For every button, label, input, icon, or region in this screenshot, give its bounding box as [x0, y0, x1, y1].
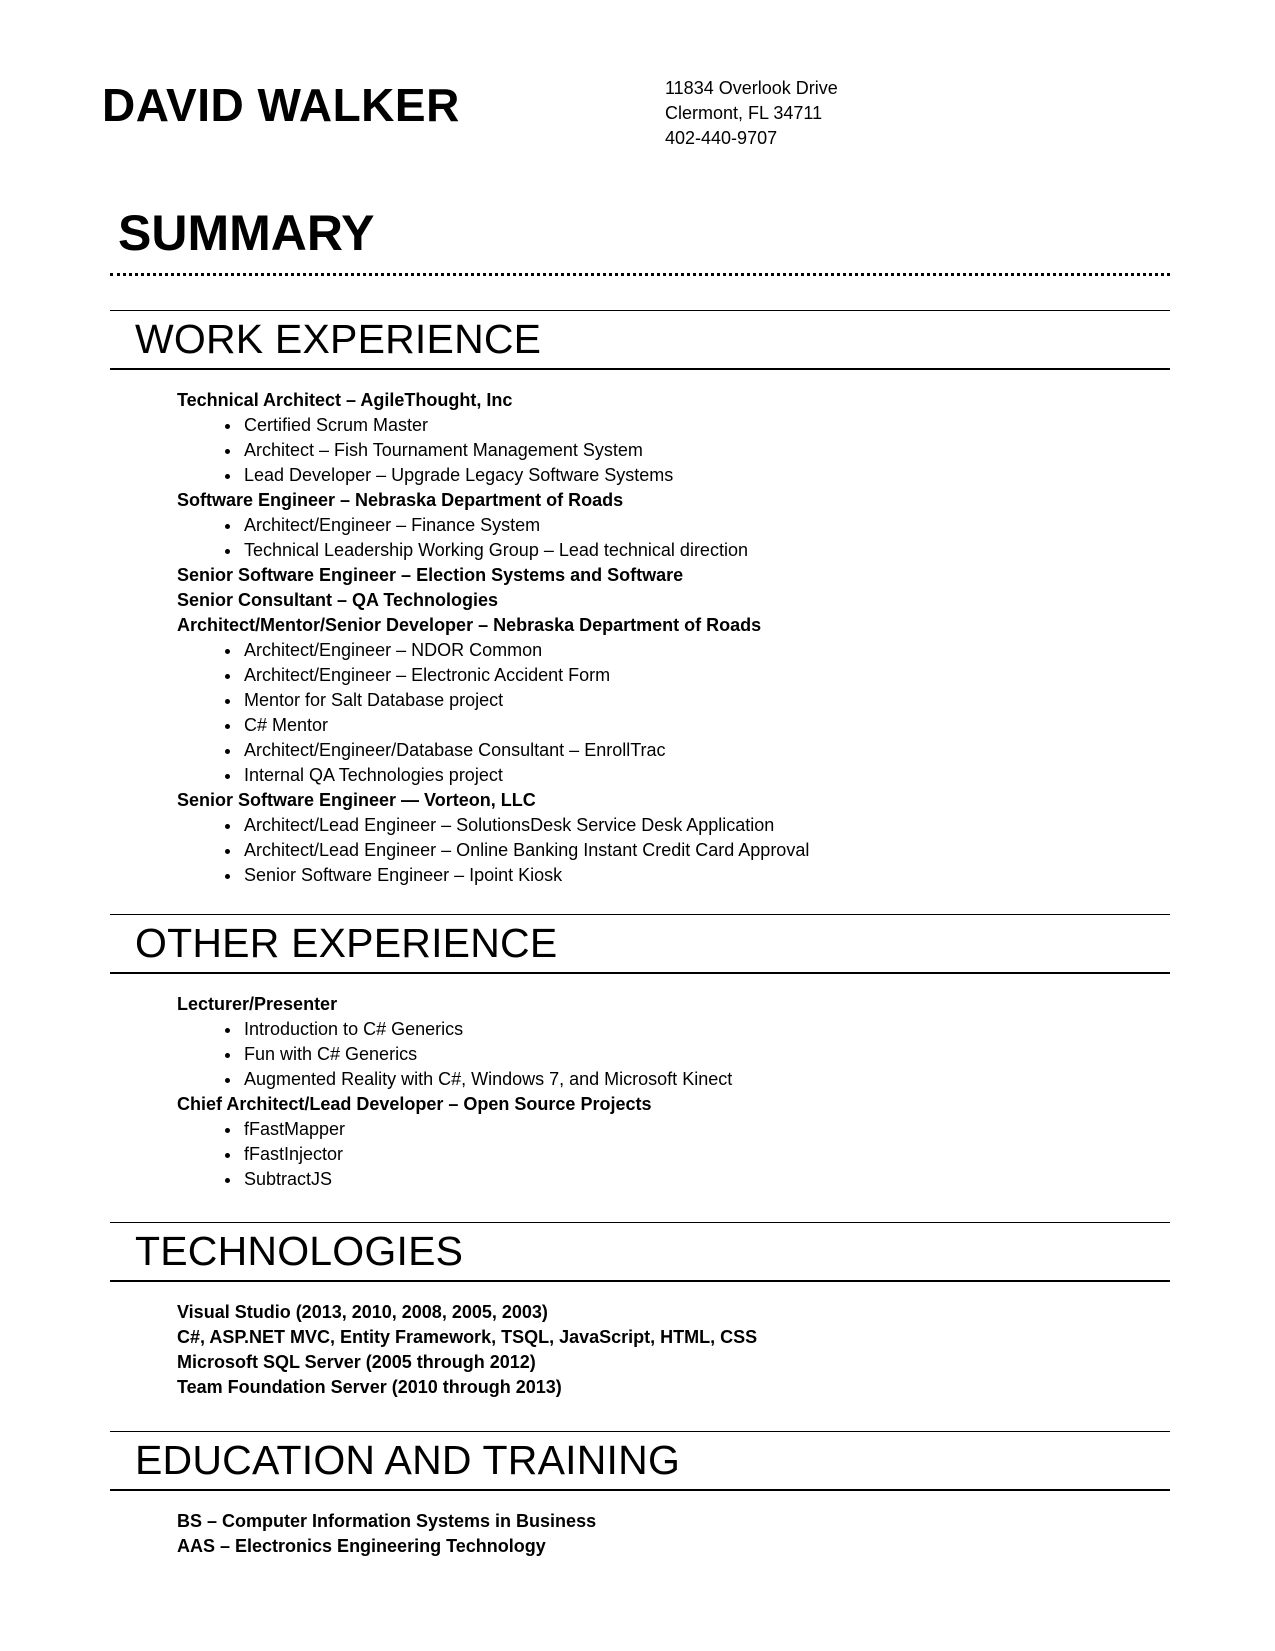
entry-title: Visual Studio (2013, 2010, 2008, 2005, 2003) — [177, 1302, 548, 1322]
bullet-item: Architect/Engineer – Electronic Accident Form — [244, 663, 1170, 688]
bullet-item: Senior Software Engineer – Ipoint Kiosk — [244, 863, 1170, 888]
bullet-list — [177, 638, 1170, 788]
bullet-item: Certified Scrum Master — [244, 413, 1170, 438]
work-experience-section — [110, 310, 1170, 888]
entry-list — [110, 1282, 1170, 1400]
entry-title: BS – Computer Information Systems in Business — [177, 1511, 597, 1531]
bullet-item: Architect/Engineer – NDOR Common — [244, 638, 1170, 663]
section-header — [110, 1431, 1170, 1491]
entry-list — [110, 974, 1170, 1192]
bullet-item: Augmented Reality with C#, Windows 7, and Microsoft Kinect — [244, 1067, 1170, 1092]
entry-title: Technical Architect – AgileThought, Inc — [177, 390, 513, 410]
bullet-list — [177, 513, 1170, 563]
contact-block — [665, 76, 838, 151]
bullet-item: Fun with C# Generics — [244, 1042, 1170, 1067]
address-line-1: 11834 Overlook Drive — [665, 78, 838, 98]
entry-title: Lecturer/Presenter — [177, 994, 338, 1014]
entry-title: Senior Software Engineer — Vorteon, LLC — [177, 790, 536, 810]
entry-list — [110, 1491, 1170, 1559]
bullet-item: Architect/Engineer/Database Consultant – EnrollTrac — [244, 738, 1170, 763]
entry-title: Architect/Mentor/Senior Developer – Nebraska Department of Roads — [177, 615, 762, 635]
entry-title: Senior Software Engineer – Election Systems and Software — [177, 565, 684, 585]
bullet-item: Architect/Lead Engineer – SolutionsDesk Service Desk Application — [244, 813, 1170, 838]
entry-list — [110, 370, 1170, 888]
bullet-list — [177, 413, 1170, 488]
bullet-item: Internal QA Technologies project — [244, 763, 1170, 788]
bullet-list — [177, 1117, 1170, 1192]
bullet-item: Technical Leadership Working Group – Lead technical direction — [244, 538, 1170, 563]
summary-title: SUMMARY — [118, 205, 375, 261]
bullet-list — [177, 813, 1170, 888]
bullet-item: Architect/Lead Engineer – Online Banking Instant Credit Card Approval — [244, 838, 1170, 863]
bullet-item: C# Mentor — [244, 713, 1170, 738]
bullet-item: Introduction to C# Generics — [244, 1017, 1170, 1042]
section-title: OTHER EXPERIENCE — [135, 920, 558, 966]
entry-title: Microsoft SQL Server (2005 through 2012) — [177, 1352, 536, 1372]
entry-title: Software Engineer – Nebraska Department of Roads — [177, 490, 624, 510]
section-title: WORK EXPERIENCE — [135, 316, 542, 362]
other-experience-section — [110, 914, 1170, 1192]
summary-divider — [110, 273, 1170, 276]
entry-title: Senior Consultant – QA Technologies — [177, 590, 499, 610]
bullet-item: Mentor for Salt Database project — [244, 688, 1170, 713]
section-header — [110, 310, 1170, 370]
entry-title: Team Foundation Server (2010 through 2013) — [177, 1377, 562, 1397]
entry-title: C#, ASP.NET MVC, Entity Framework, TSQL, JavaScript, HTML, CSS — [177, 1327, 758, 1347]
section-header — [110, 914, 1170, 974]
phone-number: 402-440-9707 — [665, 128, 778, 148]
entry-title: AAS – Electronics Engineering Technology — [177, 1536, 546, 1556]
bullet-item: Architect – Fish Tournament Management System — [244, 438, 1170, 463]
section-header — [110, 1222, 1170, 1282]
address-line-2: Clermont, FL 34711 — [665, 103, 823, 123]
education-section — [110, 1431, 1170, 1559]
section-title: TECHNOLOGIES — [135, 1228, 464, 1274]
bullet-list — [177, 1017, 1170, 1092]
bullet-item: fFastMapper — [244, 1117, 1170, 1142]
bullet-item: SubtractJS — [244, 1167, 1170, 1192]
bullet-item: Lead Developer – Upgrade Legacy Software Systems — [244, 463, 1170, 488]
bullet-item: fFastInjector — [244, 1142, 1170, 1167]
technologies-section — [110, 1222, 1170, 1400]
section-title: EDUCATION AND TRAINING — [135, 1437, 681, 1483]
bullet-item: Architect/Engineer – Finance System — [244, 513, 1170, 538]
candidate-name: DAVID WALKER — [102, 79, 460, 131]
entry-title: Chief Architect/Lead Developer – Open Source Projects — [177, 1094, 652, 1114]
